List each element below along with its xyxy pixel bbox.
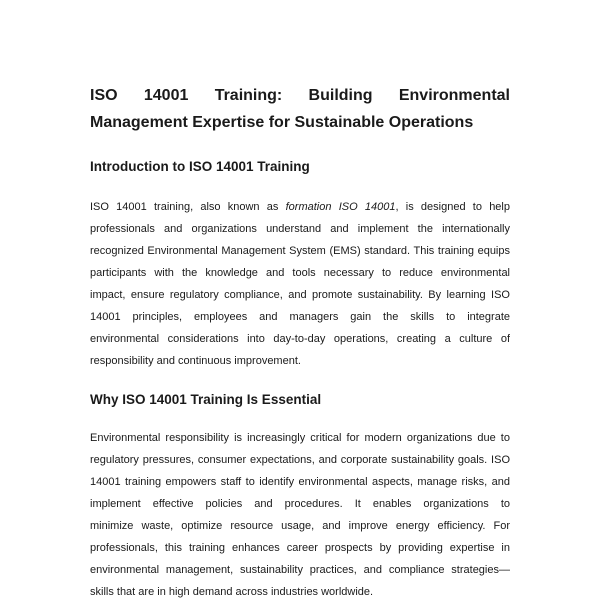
text-line: environmental considerations into day-to-day operations, creating a culture of	[90, 333, 510, 345]
section-heading-why-essential: Why ISO 14001 Training Is Essential	[90, 392, 322, 407]
text-line: skills that are in high demand across industries worldwide.	[90, 586, 374, 598]
text-line: responsibility and continuous improvement.	[90, 355, 301, 367]
paragraph-why-essential	[90, 427, 510, 600]
text-line: regulatory pressures, consumer expectations, and corporate sustainability goals. ISO	[90, 454, 510, 466]
section-heading-introduction: Introduction to ISO 14001 Training	[90, 159, 310, 174]
document-title	[90, 82, 510, 136]
text-line: 14001 principles, employees and managers gain the skills to integrate	[90, 311, 510, 323]
text-line: professionals, this training enhances career prospects by providing expertise in	[90, 542, 510, 554]
text-line: 14001 training empowers staff to identify environmental aspects, manage risks, and	[90, 476, 510, 488]
text-line: professionals and organizations understand and implement the internationally	[90, 223, 510, 235]
text-line: minimize waste, optimize resource usage, and improve energy efficiency. For	[90, 520, 510, 532]
text-line: recognized Environmental Management System (EMS) standard. This training equips	[90, 245, 510, 257]
text-line: environmental management, sustainability practices, and compliance strategies—	[90, 564, 510, 576]
text-line: impact, ensure regulatory compliance, and promote sustainability. By learning ISO	[90, 289, 510, 301]
text-line: participants with the knowledge and tools necessary to reduce environmental	[90, 267, 510, 279]
text-line: Management Expertise for Sustainable Operations	[90, 114, 474, 131]
paragraph-introduction	[90, 196, 510, 372]
text-line: ISO 14001 training, also known as formation ISO 14001, is designed to help	[90, 201, 510, 213]
text-line: implement effective policies and procedures. It enables organizations to	[90, 498, 510, 510]
text-line: ISO 14001 Training: Building Environmental	[90, 87, 510, 104]
text-line: Environmental responsibility is increasingly critical for modern organizations due to	[90, 432, 510, 444]
